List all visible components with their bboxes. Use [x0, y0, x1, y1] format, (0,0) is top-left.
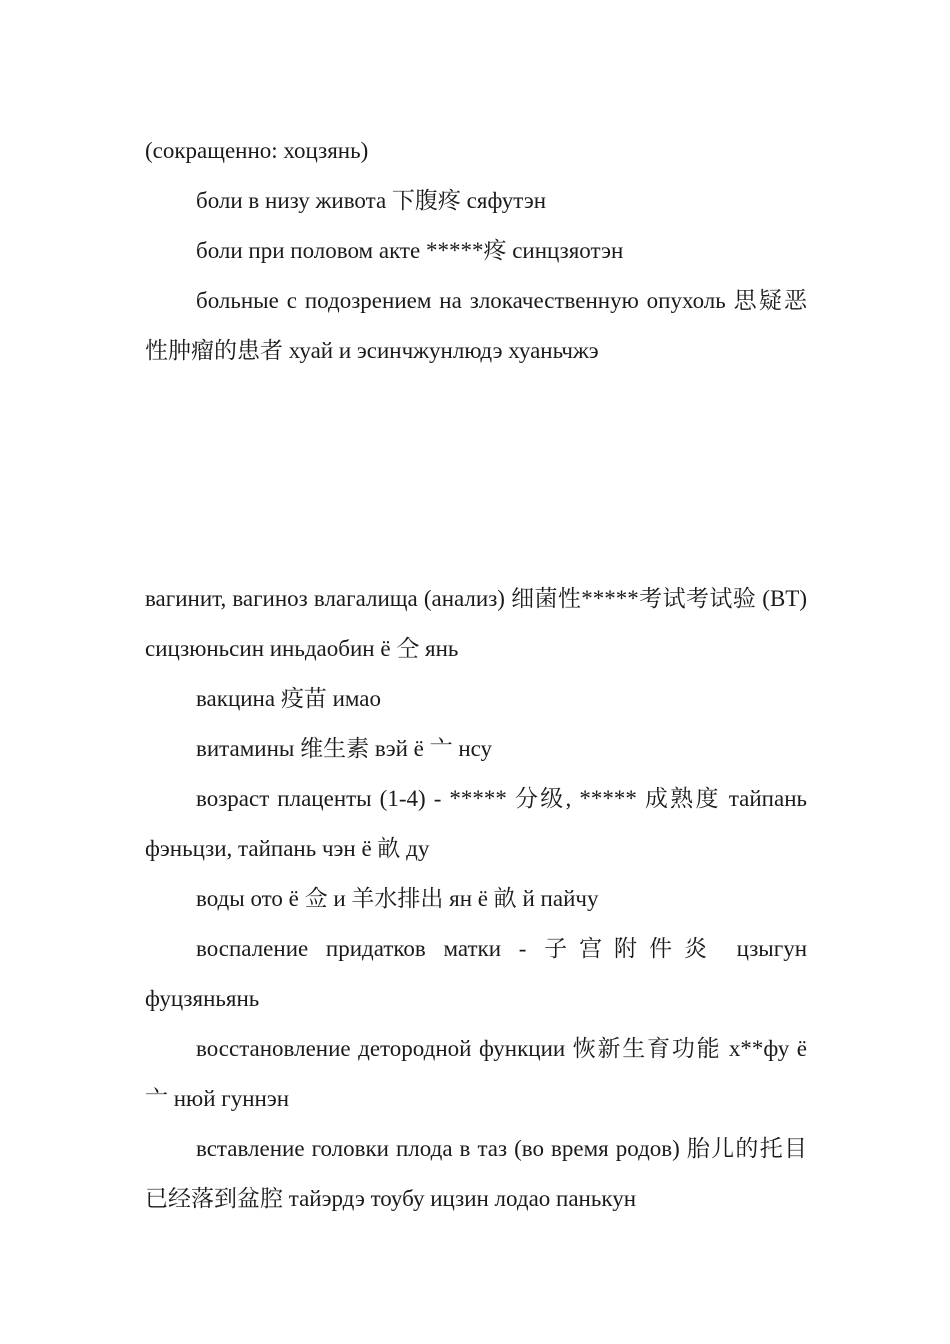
paragraph-waters: воды ото ё 佥 и 羊水排出 ян ё 畝 й пайчу [196, 886, 599, 911]
paragraph-abbreviation: (сокращенно: хоцзянь) [145, 138, 369, 163]
paragraph-vitamins: витамины 维生素 вэй ё 亠 нсу [196, 736, 493, 761]
text-block-top [145, 126, 807, 376]
paragraph-vaginitis: вагинит, вагиноз влагалища (анализ) 细菌性*****考试考试验 (BT) сицзюньсин иньдаобин ё 仝 янь [145, 586, 807, 661]
paragraph-suspected-tumor: больные с подозрением на злокачественную опухоль 思疑恶性肿瘤的患者 хуай и эсинчжунлюдэ хуаньчжэ [145, 288, 807, 363]
paragraph-head-engagement: вставление головки плода в таз (во время родов) 胎儿的托目已经落到盆腔 тайэрдэ тоубу ицзин лодао панькун [145, 1136, 807, 1211]
paragraph-fertility-restoration: восстановление детородной функции 恢新生育功能 х**фу ё 亠 нюй гуннэн [145, 1036, 807, 1111]
paragraph-lower-abdominal-pain: боли в низу живота 下腹疼 сяфутэн [196, 188, 547, 213]
text-block-bottom [145, 574, 807, 1224]
paragraph-adnexitis: воспаление придатков матки - 子宫附件炎 цзыгун фуцзяньянь [145, 936, 807, 1011]
paragraph-vaccine: вакцина 疫苗 имао [196, 686, 381, 711]
paragraph-placenta-age: возраст плаценты (1-4) - ***** 分级, ***** 成熟度 тайпань фэньцзи, тайпань чэн ё 畝 ду [145, 786, 807, 861]
paragraph-intercourse-pain: боли при половом акте *****疼 синцзяотэн [196, 238, 624, 263]
